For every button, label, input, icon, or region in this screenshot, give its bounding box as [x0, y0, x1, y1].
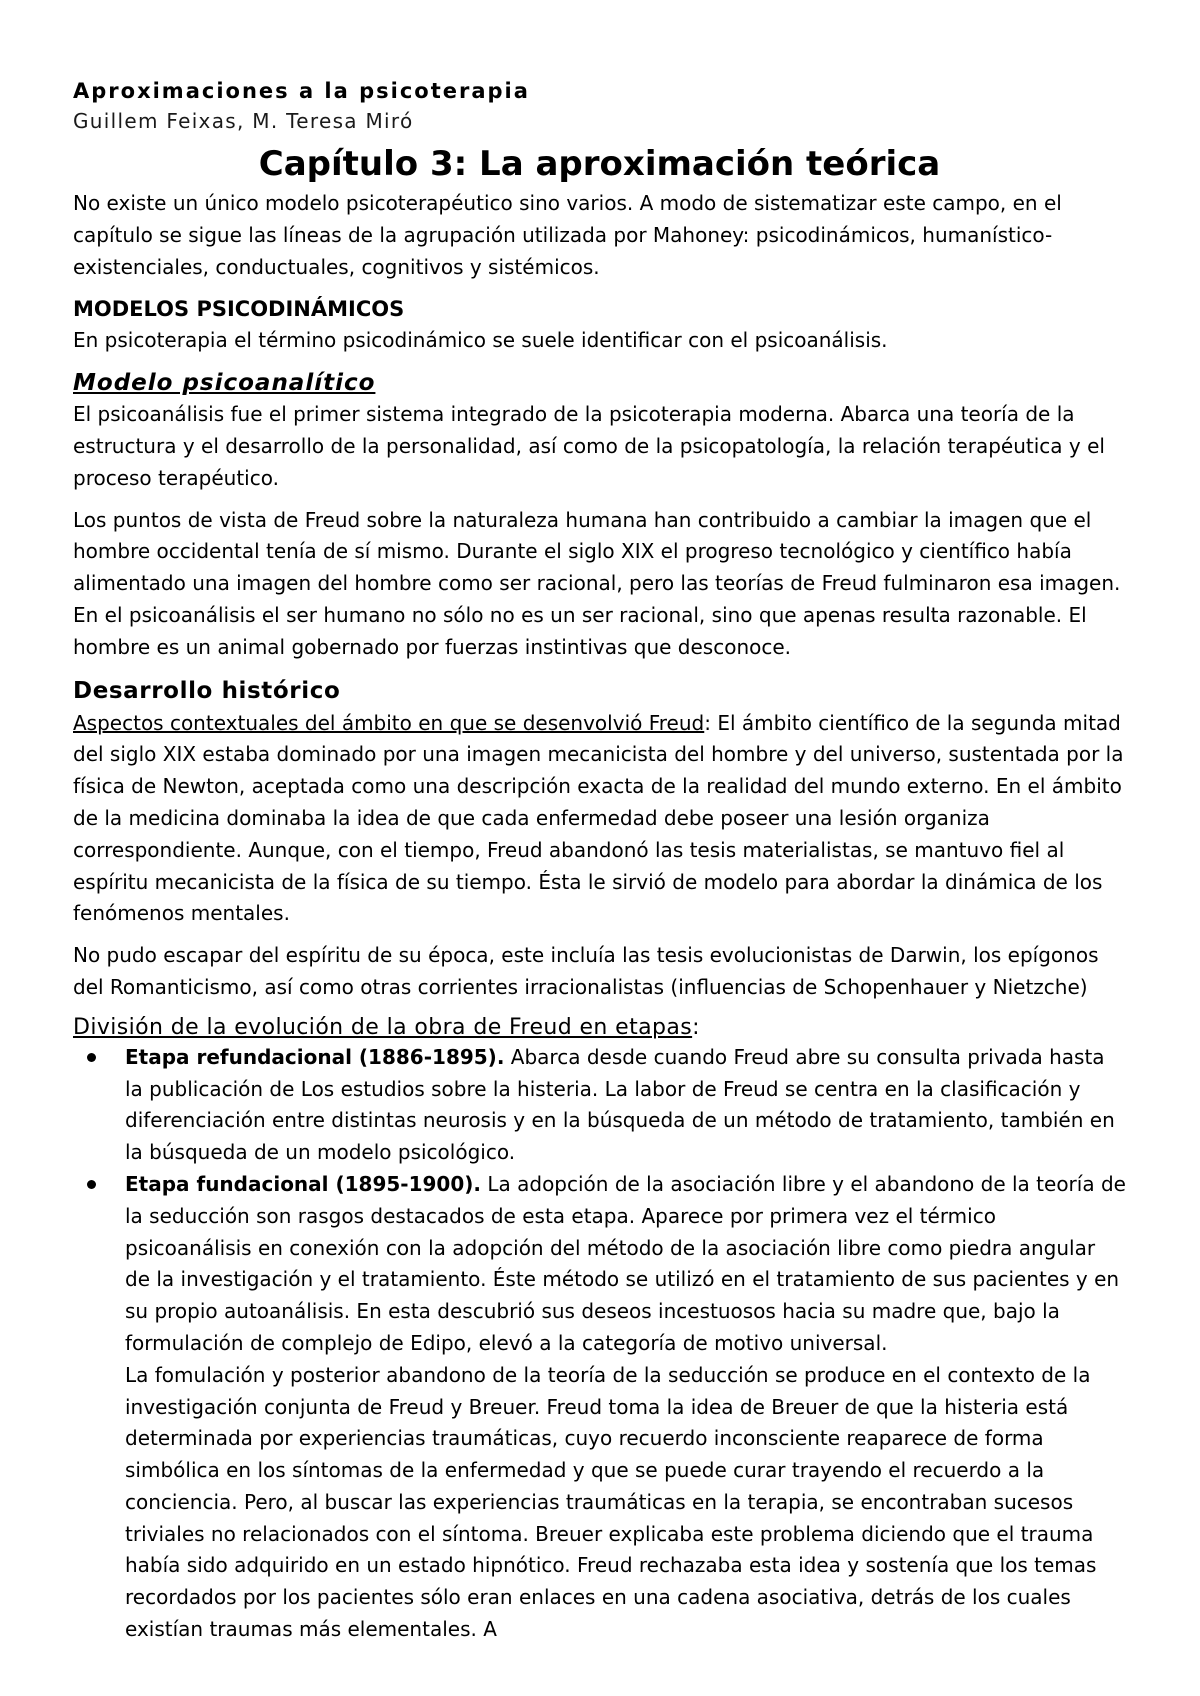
stage-text: La adopción de la asociación libre y el abandono de la teoría de la seducción son rasgos destacados de esta etapa. Aparece por primera vez el térmico psicoanálisis en conexión con la adopción del método de la asociación libre como piedra angular de la investigación y el tratamiento. Éste método se utilizó en el tratamiento de sus pacientes y en su propio autoanálisis. En esta descubrió sus deseos incestuosos hacia su madre que, bajo la formulación de complejo de Edipo, elevó a la categoría de motivo universal. [125, 1171, 1126, 1355]
chapter-title: Capítulo 3: La aproximación teórica [258, 144, 941, 184]
division-colon: : [692, 1014, 700, 1040]
document-title: Aproximaciones a la psicoterapia [73, 79, 530, 103]
stage-continuation-paragraph: La fomulación y posterior abandono de la teoría de la seducción se produce en el contexto de la investigación conjunta de Freud y Breuer. Freud toma la idea de Breuer de que la histeria está determinada por experiencias traumáticas, cuyo recuerdo inconsciente reaparece de forma simbólica en los síntomas de la enfermedad y que se puede curar trayendo el recuerdo a la conciencia. Pero, al buscar las experiencias traumáticas en la terapia, se encontraban sucesos triviales no relacionados con el síntoma. Breuer explicaba este problema diciendo que el trauma había sido adquirido en un estado hipnótico. Freud rechazaba esta idea y sostenía que los temas recordados por los pacientes sólo eran enlaces en una cadena asociativa, detrás de los cuales existían traumas más elementales. A [125, 1362, 1097, 1642]
spirit-paragraph: No pudo escapar del espíritu de su época, este incluía las tesis evolucionistas de Darwin, los epígonos del Romanticismo, así como otras corrientes irracionalistas (influencias de Schopenhauer y Nietzche) [73, 943, 1099, 999]
stage-text: Abarca desde cuando Freud abre su consulta privada hasta la publicación de Los estudios sobre la histeria. La labor de Freud se centra en la clasificación y diferenciación entre distintas neurosis y en la búsqueda de un método de tratamiento, también en la búsqueda de un modelo psicológico. [125, 1044, 1115, 1165]
list-item [125, 1042, 1126, 1169]
stage-paragraph [125, 1042, 1126, 1169]
stage-paragraph [125, 1169, 1126, 1360]
document-authors: Guillem Feixas, M. Teresa Miró [73, 109, 414, 133]
section-heading-psychoanalytic-model: Modelo psicoanalítico [73, 370, 376, 397]
psychoanalytic-paragraph-1: El psicoanálisis fue el primer sistema integrado de la psicoterapia moderna. Abarca una teoría de la estructura y el desarrollo de la personalidad, así como de la psicopatología, la relación terapéutica y el proceso terapéutico. [73, 402, 1105, 490]
section-heading-psychodynamic-models: MODELOS PSICODINÁMICOS [73, 297, 405, 322]
bullet-icon [87, 1053, 96, 1062]
stage-title: Etapa refundacional (1886-1895). [125, 1044, 505, 1069]
stages-list [73, 1042, 1126, 1646]
bullet-icon [87, 1180, 96, 1189]
context-label: Aspectos contextuales del ámbito en que se desenvolvió Freud [73, 710, 705, 735]
section-heading-historical-development: Desarrollo histórico [73, 677, 341, 704]
intro-paragraph: No existe un único modelo psicoterapéutico sino varios. A modo de sistematizar este campo, en el capítulo se sigue las líneas de la agrupación utilizada por Mahoney: psicodinámicos, humanístico-existenciales, conductuales, cognitivos y sistémicos. [73, 191, 1062, 279]
list-item [125, 1169, 1126, 1646]
psychoanalytic-paragraph-2: Los puntos de vista de Freud sobre la naturaleza humana han contribuido a cambiar la imagen que el hombre occidental tenía de sí mismo. Durante el siglo XIX el progreso tecnológico y científico había alimentado una imagen del hombre como ser racional, pero las teorías de Freud fulminaron esa imagen. En el psicoanálisis el ser humano no sólo no es un ser racional, sino que apenas resulta razonable. El hombre es un animal gobernado por fuerzas instintivas que desconoce. [73, 507, 1121, 659]
division-heading [73, 1014, 1126, 1042]
psychodynamic-paragraph: En psicoterapia el término psicodinámico se suele identificar con el psicoanálisis. [73, 328, 888, 353]
context-paragraph [73, 708, 1126, 931]
stage-title: Etapa fundacional (1895-1900). [125, 1171, 481, 1196]
context-text: : El ámbito científico de la segunda mitad del siglo XIX estaba dominado por una imagen mecanicista del hombre y del universo, sustentada por la física de Newton, aceptada como una descripción exacta de la realidad del mundo externo. En el ámbito de la medicina dominaba la idea de que cada enfermedad debe poseer una lesión organiza correspondiente. Aunque, con el tiempo, Freud abandonó las tesis materialistas, se mantuvo fiel al espíritu mecanicista de la física de su tiempo. Ésta le sirvió de modelo para abordar la dinámica de los fenómenos mentales. [73, 710, 1124, 926]
division-label: División de la evolución de la obra de Freud en etapas [73, 1014, 693, 1040]
